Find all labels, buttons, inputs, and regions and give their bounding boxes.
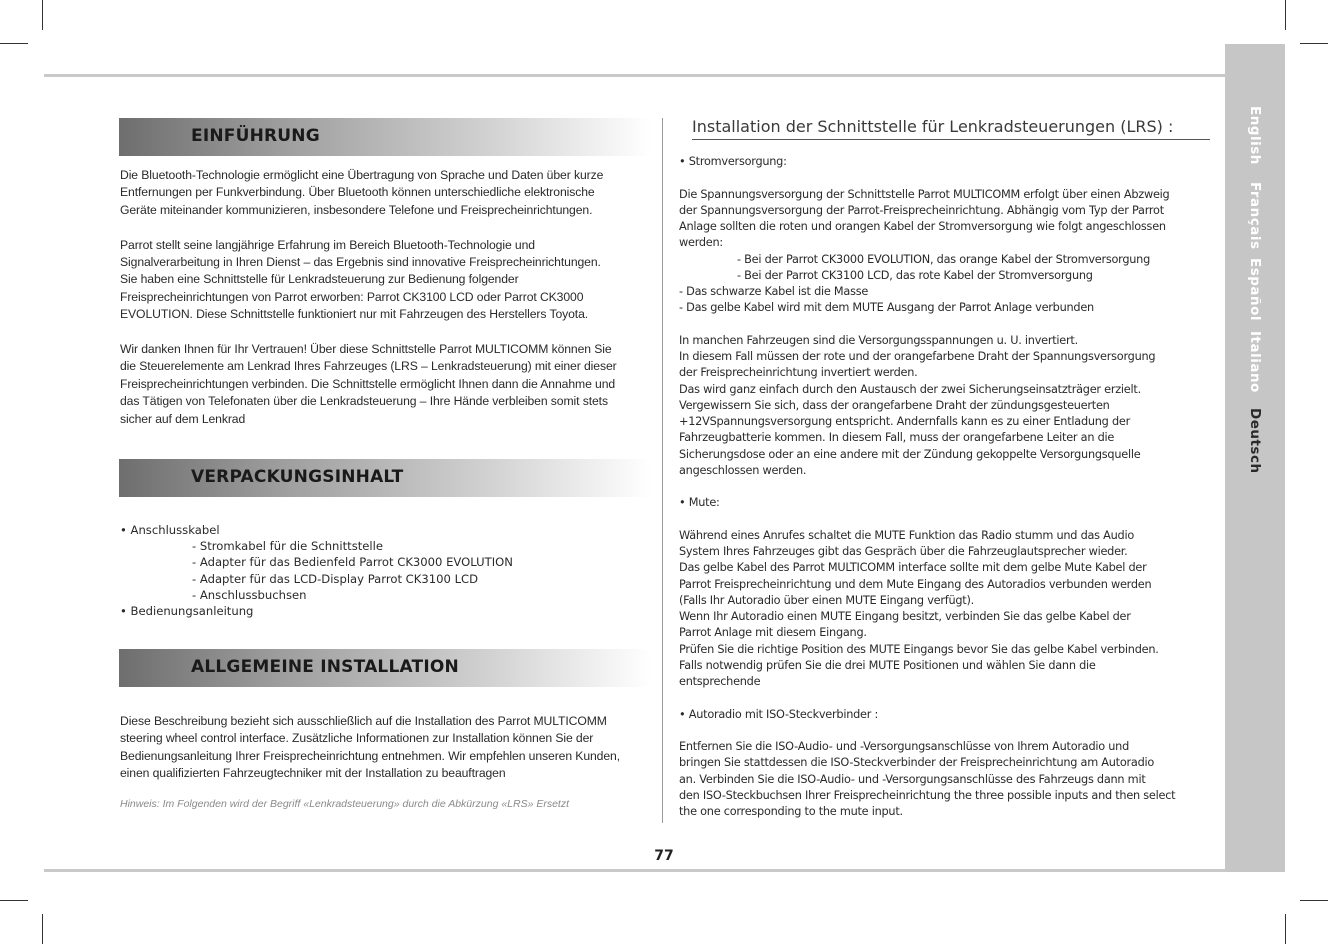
crop-mark — [1285, 0, 1286, 30]
list-item: • Bedienungsanleitung — [120, 604, 254, 619]
text-line: einen qualifizierten Fahrzeugtechniker mit der Installation zu beauftragen — [120, 766, 506, 781]
text-line: werden: — [679, 236, 723, 250]
text-line: Parrot Anlage mit diesem Eingang. — [679, 626, 867, 640]
text-line: • Autoradio mit ISO-Steckverbinder : — [679, 707, 879, 721]
list-item: • Anschlusskabel — [120, 523, 220, 537]
lang-tab-deutsch[interactable]: Deutsch — [1247, 408, 1263, 474]
text-line: Wir danken Ihnen für Ihr Vertrauen! Über diese Schnittstelle Parrot MULTICOMM können Sie — [120, 342, 612, 357]
installation-text — [120, 713, 650, 783]
text-line: bringen Sie stattdessen die ISO-Steckverbinder der Freisprecheinrichtung am Autoradio — [679, 756, 1155, 770]
text-line: angeschlossen werden. — [679, 463, 807, 477]
list-subitem: - Adapter für das Bedienfeld Parrot CK3000 EVOLUTION — [192, 555, 513, 570]
text-line: • Stromversorgung: — [679, 155, 787, 168]
list-subitem: - Anschlussbuchsen — [192, 587, 307, 602]
crop-mark — [1285, 914, 1286, 944]
text-line: Bedienungsanleitung Ihrer Freisprecheinrichtung entnehmen. Wir empfehlen unseren Kunden, — [120, 748, 621, 763]
lang-tab-francais[interactable]: Français — [1247, 182, 1263, 250]
text-line: Vergewissern Sie sich, dass der orangefarbene Draht der zündungsgesteuerten — [679, 398, 1110, 412]
text-line: Entfernungen per Funkverbindung. Über Bluetooth können unterschiedliche elektronische — [120, 185, 595, 200]
top-rule — [44, 74, 1226, 77]
crop-mark — [42, 0, 43, 30]
column-divider — [662, 118, 663, 823]
right-section-title: Installation der Schnittstelle für Lenkradsteuerungen (LRS) : — [692, 117, 1210, 140]
text-line: Das wird ganz einfach durch den Austausch der zwei Sicherungseinsatzträger erzielt. — [679, 382, 1141, 396]
text-line: Fahrzeugbatterie kommen. In diesem Fall, muss der orangefarbene Leiter an die — [679, 431, 1115, 445]
text-line: Parrot Freisprecheinrichtung und dem Mute Eingang des Autoradios verbunden werden — [679, 577, 1152, 591]
right-body-text — [679, 154, 1219, 820]
text-line: der Spannungsversorgung der Parrot-Freisprecheinrichtung. Abhängig vom Typ der Parrot — [679, 203, 1164, 217]
lang-tab-italiano[interactable]: Italiano — [1247, 331, 1263, 393]
text-line: Diese Beschreibung bezieht sich ausschließlich auf die Installation des Parrot MULTICOMM — [120, 714, 607, 728]
list-subitem: - Stromkabel für die Schnittstelle — [192, 539, 384, 554]
lang-tab-english[interactable]: English — [1247, 106, 1263, 165]
text-line: Während eines Anrufes schaltet die MUTE Funktion das Radio stumm und das Audio — [679, 528, 1134, 542]
text-line: - Das gelbe Kabel wird mit dem MUTE Ausgang der Parrot Anlage verbunden — [679, 301, 1094, 315]
text-line: In manchen Fahrzeugen sind die Versorgungsspannungen u. U. invertiert. — [679, 333, 1078, 347]
text-line: sicher auf dem Lenkrad — [120, 411, 246, 426]
text-line: Freisprecheinrichtungen von Parrot erworben: Parrot CK3100 LCD oder Parrot CK3000 — [120, 289, 584, 304]
text-line: Wenn Ihr Autoradio einen MUTE Eingang besitzt, verbinden Sie das gelbe Kabel der — [679, 610, 1131, 623]
text-line: +12VSpannungsversorgung entspricht. Andernfalls kann es zu einer Entladung der — [679, 415, 1130, 428]
paragraph-gap — [679, 723, 1219, 739]
text-line: entsprechende — [679, 675, 761, 688]
text-line: Die Bluetooth-Technologie ermöglicht eine Übertragung von Sprache und Daten über kurze — [120, 168, 604, 182]
text-line: Falls notwendig prüfen Sie die drei MUTE Positionen und wählen Sie dann die — [679, 658, 1096, 672]
text-line: Prüfen Sie die richtige Position des MUTE Eingangs bevor Sie das gelbe Kabel verbinden. — [679, 642, 1159, 656]
paragraph-gap — [679, 512, 1219, 528]
crop-mark — [1300, 43, 1328, 44]
language-sidebar — [1225, 44, 1285, 872]
bottom-rule — [44, 869, 1226, 872]
text-line: an. Verbinden Sie die ISO-Audio- und -Versorgungsanschlüsse des Fahrzeugs dann mit — [679, 772, 1146, 786]
crop-mark — [0, 43, 28, 44]
paragraph-gap — [120, 324, 650, 341]
text-line: Entfernen Sie die ISO-Audio- und -Versorgungsanschlüsse von Ihrem Autoradio und — [679, 740, 1129, 753]
text-line: Sicherungsdose oder an eine andere mit der Zündung gekoppelte Versorgungsquelle — [679, 447, 1141, 461]
section-title: ALLGEMEINE INSTALLATION — [191, 657, 459, 677]
text-line: In diesem Fall müssen der rote und der orangefarbene Draht der Spannungsversorgung — [679, 350, 1156, 363]
text-line: steering wheel control interface. Zusätzliche Informationen zur Installation können Sie der — [120, 731, 594, 746]
paragraph-gap — [679, 170, 1219, 186]
text-line: die Steuerelemente am Lenkrad Ihres Fahrzeuges (LRS – Lenkradsteuerung) mit einer dieser — [120, 359, 617, 374]
section-header-verpackung — [119, 459, 651, 497]
text-line: Geräte miteinander kommunizieren, insbesondere Telefone und Freisprecheinrichtungen. — [120, 202, 593, 217]
section-title: VERPACKUNGSINHALT — [191, 467, 404, 487]
hint-note: Hinweis: Im Folgenden wird der Begriff «Lenkradsteuerung» durch die Abkürzung «LRS» Ersetzt — [120, 798, 570, 810]
package-contents-list — [120, 522, 513, 619]
paragraph-gap — [679, 479, 1219, 495]
text-line: Parrot stellt seine langjährige Erfahrung im Bereich Bluetooth-Technologie und — [120, 237, 535, 252]
lang-tab-espanol[interactable]: Español — [1247, 258, 1263, 322]
paragraph-gap — [679, 317, 1219, 333]
text-line: EVOLUTION. Diese Schnittstelle funktioniert nur mit Fahrzeugen des Herstellers Toyota. — [120, 307, 589, 322]
crop-mark — [0, 900, 28, 901]
page-number: 77 — [654, 848, 674, 864]
text-line: • Mute: — [679, 496, 720, 510]
indented-line: - Bei der Parrot CK3100 LCD, das rote Kabel der Stromversorgung — [737, 268, 1093, 282]
text-line: (Falls Ihr Autoradio über einen MUTE Eingang verfügt). — [679, 593, 974, 607]
text-line: Signalverarbeitung in Ihren Dienst – das Ergebnis sind innovative Freisprecheinrichtungen. — [120, 255, 601, 270]
crop-mark — [1300, 900, 1328, 901]
paragraph-gap — [120, 219, 650, 236]
crop-mark — [42, 914, 43, 944]
section-header-einfuehrung — [119, 118, 651, 156]
text-line: den ISO-Steckbuchsen Ihrer Freisprecheinrichtung the three possible inputs and then select — [679, 788, 1176, 802]
text-line: Das gelbe Kabel des Parrot MULTICOMM interface sollte mit dem gelbe Mute Kabel der — [679, 561, 1147, 575]
text-line: Anlage sollten die roten und orangen Kabel der Stromversorgung wie folgt angeschlossen — [679, 220, 1166, 233]
paragraph-gap — [679, 690, 1219, 706]
text-line: - Das schwarze Kabel ist die Masse — [679, 285, 869, 298]
text-line: the one corresponding to the mute input. — [679, 805, 903, 818]
list-subitem: - Adapter für das LCD-Display Parrot CK3100 LCD — [192, 571, 479, 586]
text-line: das Tätigen von Telefonaten über die Lenkradsteuerung – Ihre Hände verbleiben somit stets — [120, 394, 608, 409]
text-line: Freisprecheinrichtungen verbinden. Die Schnittstelle ermöglicht Ihnen dann die Annahme und — [120, 376, 616, 391]
einfuehrung-text — [120, 167, 650, 428]
text-line: der Freisprecheinrichtung invertiert werden. — [679, 366, 918, 380]
section-title: EINFÜHRUNG — [191, 126, 320, 146]
text-line: System Ihres Fahrzeuges gibt das Gespräch über die Fahrzeuglautsprecher wieder. — [679, 545, 1128, 558]
text-line: Die Spannungsversorgung der Schnittstelle Parrot MULTICOMM erfolgt über einen Abzweig — [679, 187, 1170, 201]
text-line: Sie haben eine Schnittstelle für Lenkradsteuerung zur Bedienung folgender — [120, 272, 519, 287]
section-header-installation — [119, 649, 651, 687]
indented-line: - Bei der Parrot CK3000 EVOLUTION, das orange Kabel der Stromversorgung — [737, 252, 1151, 266]
